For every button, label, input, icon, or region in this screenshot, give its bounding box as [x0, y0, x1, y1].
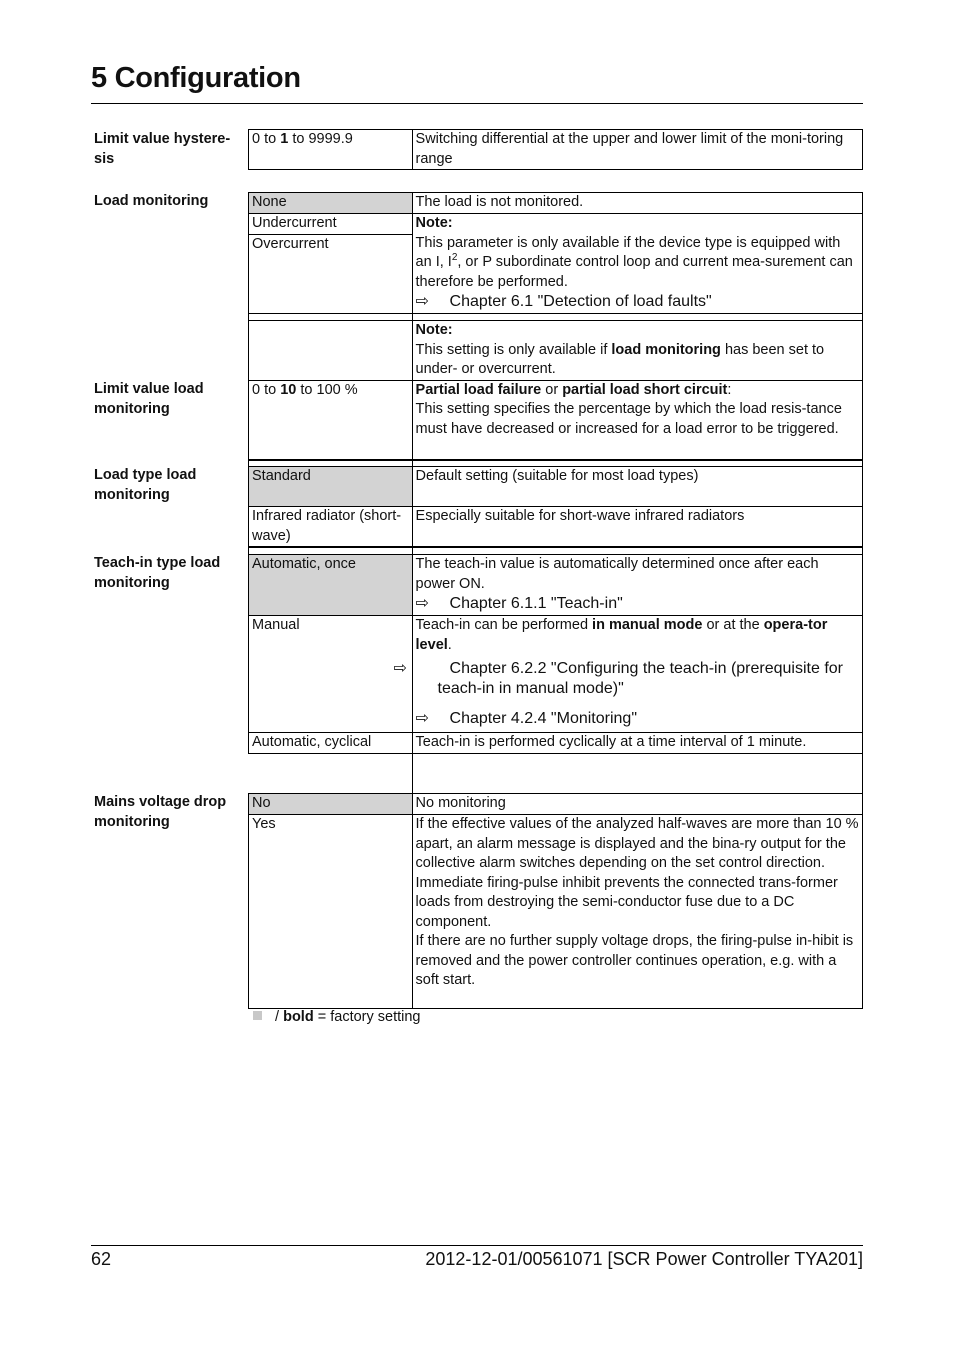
- option-no: No: [249, 794, 413, 815]
- table-row: [249, 507, 863, 547]
- table-row: [249, 616, 863, 733]
- param-table-mains: [248, 793, 863, 1009]
- table-row: [249, 321, 863, 381]
- table-row: [249, 794, 863, 815]
- table-row: [249, 467, 863, 507]
- table-row: [249, 754, 863, 793]
- param-table-load-type: [248, 459, 863, 547]
- option-manual-desc: Teach-in can be performed in manual mode or at the opera-tor level. ⇨ Chapter 6.2.2 "Configuring the teach-in (prerequisite for teach-in in manual mode)" ⇨ Chapter 4.2.4 "Monitoring": [412, 616, 862, 733]
- option-standard-desc: Default setting (suitable for most load types): [412, 467, 862, 507]
- option-undercurrent: Undercurrent: [249, 214, 413, 235]
- option-no-desc: No monitoring: [412, 794, 862, 815]
- table-row: [249, 130, 863, 170]
- title-divider: [91, 103, 863, 104]
- arrow-right-icon: ⇨: [415, 595, 429, 612]
- page-title: 5 Configuration: [91, 62, 301, 94]
- option-automatic-cyclical-desc: Teach-in is performed cyclically at a time interval of 1 minute.: [412, 733, 862, 754]
- chapter-link[interactable]: ⇨ Chapter 4.2.4 "Monitoring": [415, 710, 637, 727]
- option-infrared: Infrared radiator (short-wave): [249, 507, 413, 547]
- table-row: [249, 460, 863, 467]
- description-cell: Switching differential at the upper and lower limit of the moni-toring range: [412, 130, 862, 170]
- option-standard: Standard: [249, 467, 413, 507]
- param-label-mains: Mains voltage drop monitoring: [94, 794, 227, 830]
- value-cell: 0 to 10 to 100 %: [249, 380, 413, 460]
- note-cell: Note: This setting is only available if load monitoring has been set to under- or overcurrent.: [412, 321, 862, 381]
- value-cell: 0 to 1 to 9999.9: [249, 130, 413, 170]
- param-label-teach-in: Teach-in type load monitoring: [94, 555, 221, 591]
- document-reference: 2012-12-01/00561071 [SCR Power Controller TYA201]: [425, 1249, 863, 1269]
- param-table-hysteresis: [248, 129, 863, 170]
- note-heading: Note:: [415, 215, 453, 231]
- arrow-right-icon: ⇨: [415, 293, 429, 310]
- param-label-load-type: Load type load monitoring: [94, 467, 197, 503]
- table-row: [249, 815, 863, 1009]
- param-label-hysteresis: Limit value hystere-sis: [94, 131, 231, 167]
- option-yes-desc: If the effective values of the analyzed half-waves are more than 10 % apart, an alarm message is displayed and the bina-ry output for the collective alarm switches depending on the set control direction. Immediate firing-pulse inhibit prevents the connected trans-former loads from destroying the semi-conductor fuse due to a DC component. If there are no further supply voltage drops, the firing-pulse in-hibit is removed and the power controller continues operation, e.g. with a soft start.: [412, 815, 862, 1009]
- table-row: [249, 733, 863, 754]
- option-none-desc: The load is not monitored.: [412, 193, 862, 214]
- table-row: [249, 555, 863, 616]
- note-heading: Note:: [415, 322, 453, 338]
- param-label-load-monitoring: Load monitoring: [94, 193, 209, 209]
- footer-divider: [91, 1245, 863, 1246]
- option-infrared-desc: Especially suitable for short-wave infrared radiators: [412, 507, 862, 547]
- note-cell: Note: This parameter is only available if the device type is equipped with an I, $I^2$, or P subordinate control loop and current mea-surement can therefore be performed. ⇨ Chapter 6.1 "Detection of load faults": [412, 214, 862, 314]
- option-automatic-cyclical: Automatic, cyclical: [249, 733, 413, 754]
- option-yes: Yes: [249, 815, 413, 1009]
- table-row: [249, 314, 863, 321]
- table-row: [249, 548, 863, 555]
- param-table-teach-in: [248, 547, 863, 793]
- option-none: None: [249, 193, 413, 214]
- table-row: [249, 214, 863, 235]
- factory-setting-legend: / bold = factory setting: [253, 1009, 421, 1025]
- param-label-limit-load: Limit value load monitoring: [94, 381, 204, 417]
- description-cell: Partial load failure or partial load short circuit: This setting specifies the percentage by which the load resis-tance must have decreased or increased for a load error to be triggered.: [412, 380, 862, 460]
- arrow-right-icon: ⇨: [393, 660, 407, 677]
- grey-square-icon: [253, 1011, 262, 1020]
- arrow-right-icon: ⇨: [415, 710, 429, 727]
- table-row: [249, 193, 863, 214]
- chapter-link[interactable]: ⇨ Chapter 6.1 "Detection of load faults": [415, 293, 712, 310]
- chapter-link[interactable]: ⇨ Chapter 6.1.1 "Teach-in": [415, 595, 623, 612]
- param-table-load-monitoring: [248, 192, 863, 314]
- page-number: 62: [91, 1249, 112, 1269]
- option-overcurrent: Overcurrent: [249, 235, 413, 314]
- option-automatic-once: Automatic, once: [249, 555, 413, 616]
- option-automatic-once-desc: The teach-in value is automatically determined once after each power ON. ⇨ Chapter 6.1.1 "Teach-in": [412, 555, 862, 616]
- param-table-limit-load: [248, 313, 863, 461]
- table-row: [249, 380, 863, 460]
- option-manual: Manual: [249, 616, 413, 733]
- chapter-link[interactable]: ⇨ Chapter 6.2.2 "Configuring the teach-in (prerequisite for teach-in in manual mode)": [393, 660, 843, 697]
